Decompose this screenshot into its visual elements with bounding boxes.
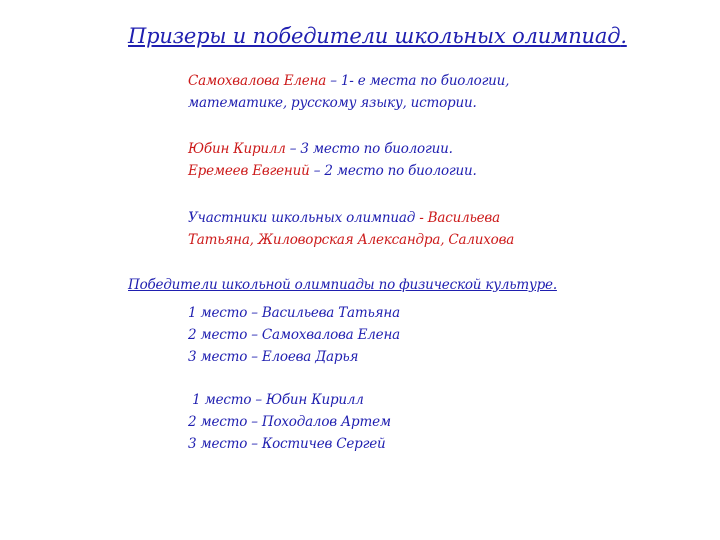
- pe-group1-item-3: 3 место – Елоева Дарья: [188, 349, 359, 365]
- prizewinner-line-4: [188, 160, 477, 182]
- prizewinner-name-4: Еремеев Евгений: [188, 163, 310, 179]
- pe-group2-item-2: 2 место – Походалов Артем: [188, 414, 391, 430]
- page-title: [128, 24, 627, 48]
- prizewinner-detail-4: – 2 место по биологии.: [309, 163, 477, 179]
- participants-names-start: - Васильева: [415, 210, 500, 226]
- participants-line-2: Татьяна, Жиловорская Александра, Салихова: [188, 232, 515, 248]
- participants-heading: Участники школьных олимпиад: [188, 210, 416, 226]
- prizewinner-name-3: Юбин Кирилл: [188, 141, 286, 157]
- pe-group1-item-1: 1 место – Васильева Татьяна: [188, 305, 400, 321]
- pe-group2-item-3: 3 место – Костичев Сергей: [188, 436, 386, 452]
- pe-group1-item-2: 2 место – Самохвалова Елена: [188, 327, 401, 343]
- prizewinner-line-1: [188, 70, 509, 92]
- pe-group2-item-1: 1 место – Юбин Кирилл: [188, 392, 364, 408]
- page-title-dot: .: [620, 24, 627, 48]
- participants-line-1: [188, 207, 500, 229]
- pe-heading: Победители школьной олимпиады по физической культуре.: [128, 277, 557, 293]
- prizewinner-line-2: математике, русскому языку, истории.: [188, 95, 477, 111]
- prizewinner-detail-1: – 1- е места по биологии,: [326, 73, 510, 89]
- prizewinner-detail-3: – 3 место по биологии.: [285, 141, 453, 157]
- page-title-text: Призеры и победители школьных олимпиад: [128, 24, 621, 48]
- prizewinner-name-1: Самохвалова Елена: [188, 73, 327, 89]
- prizewinner-line-3: [188, 138, 453, 160]
